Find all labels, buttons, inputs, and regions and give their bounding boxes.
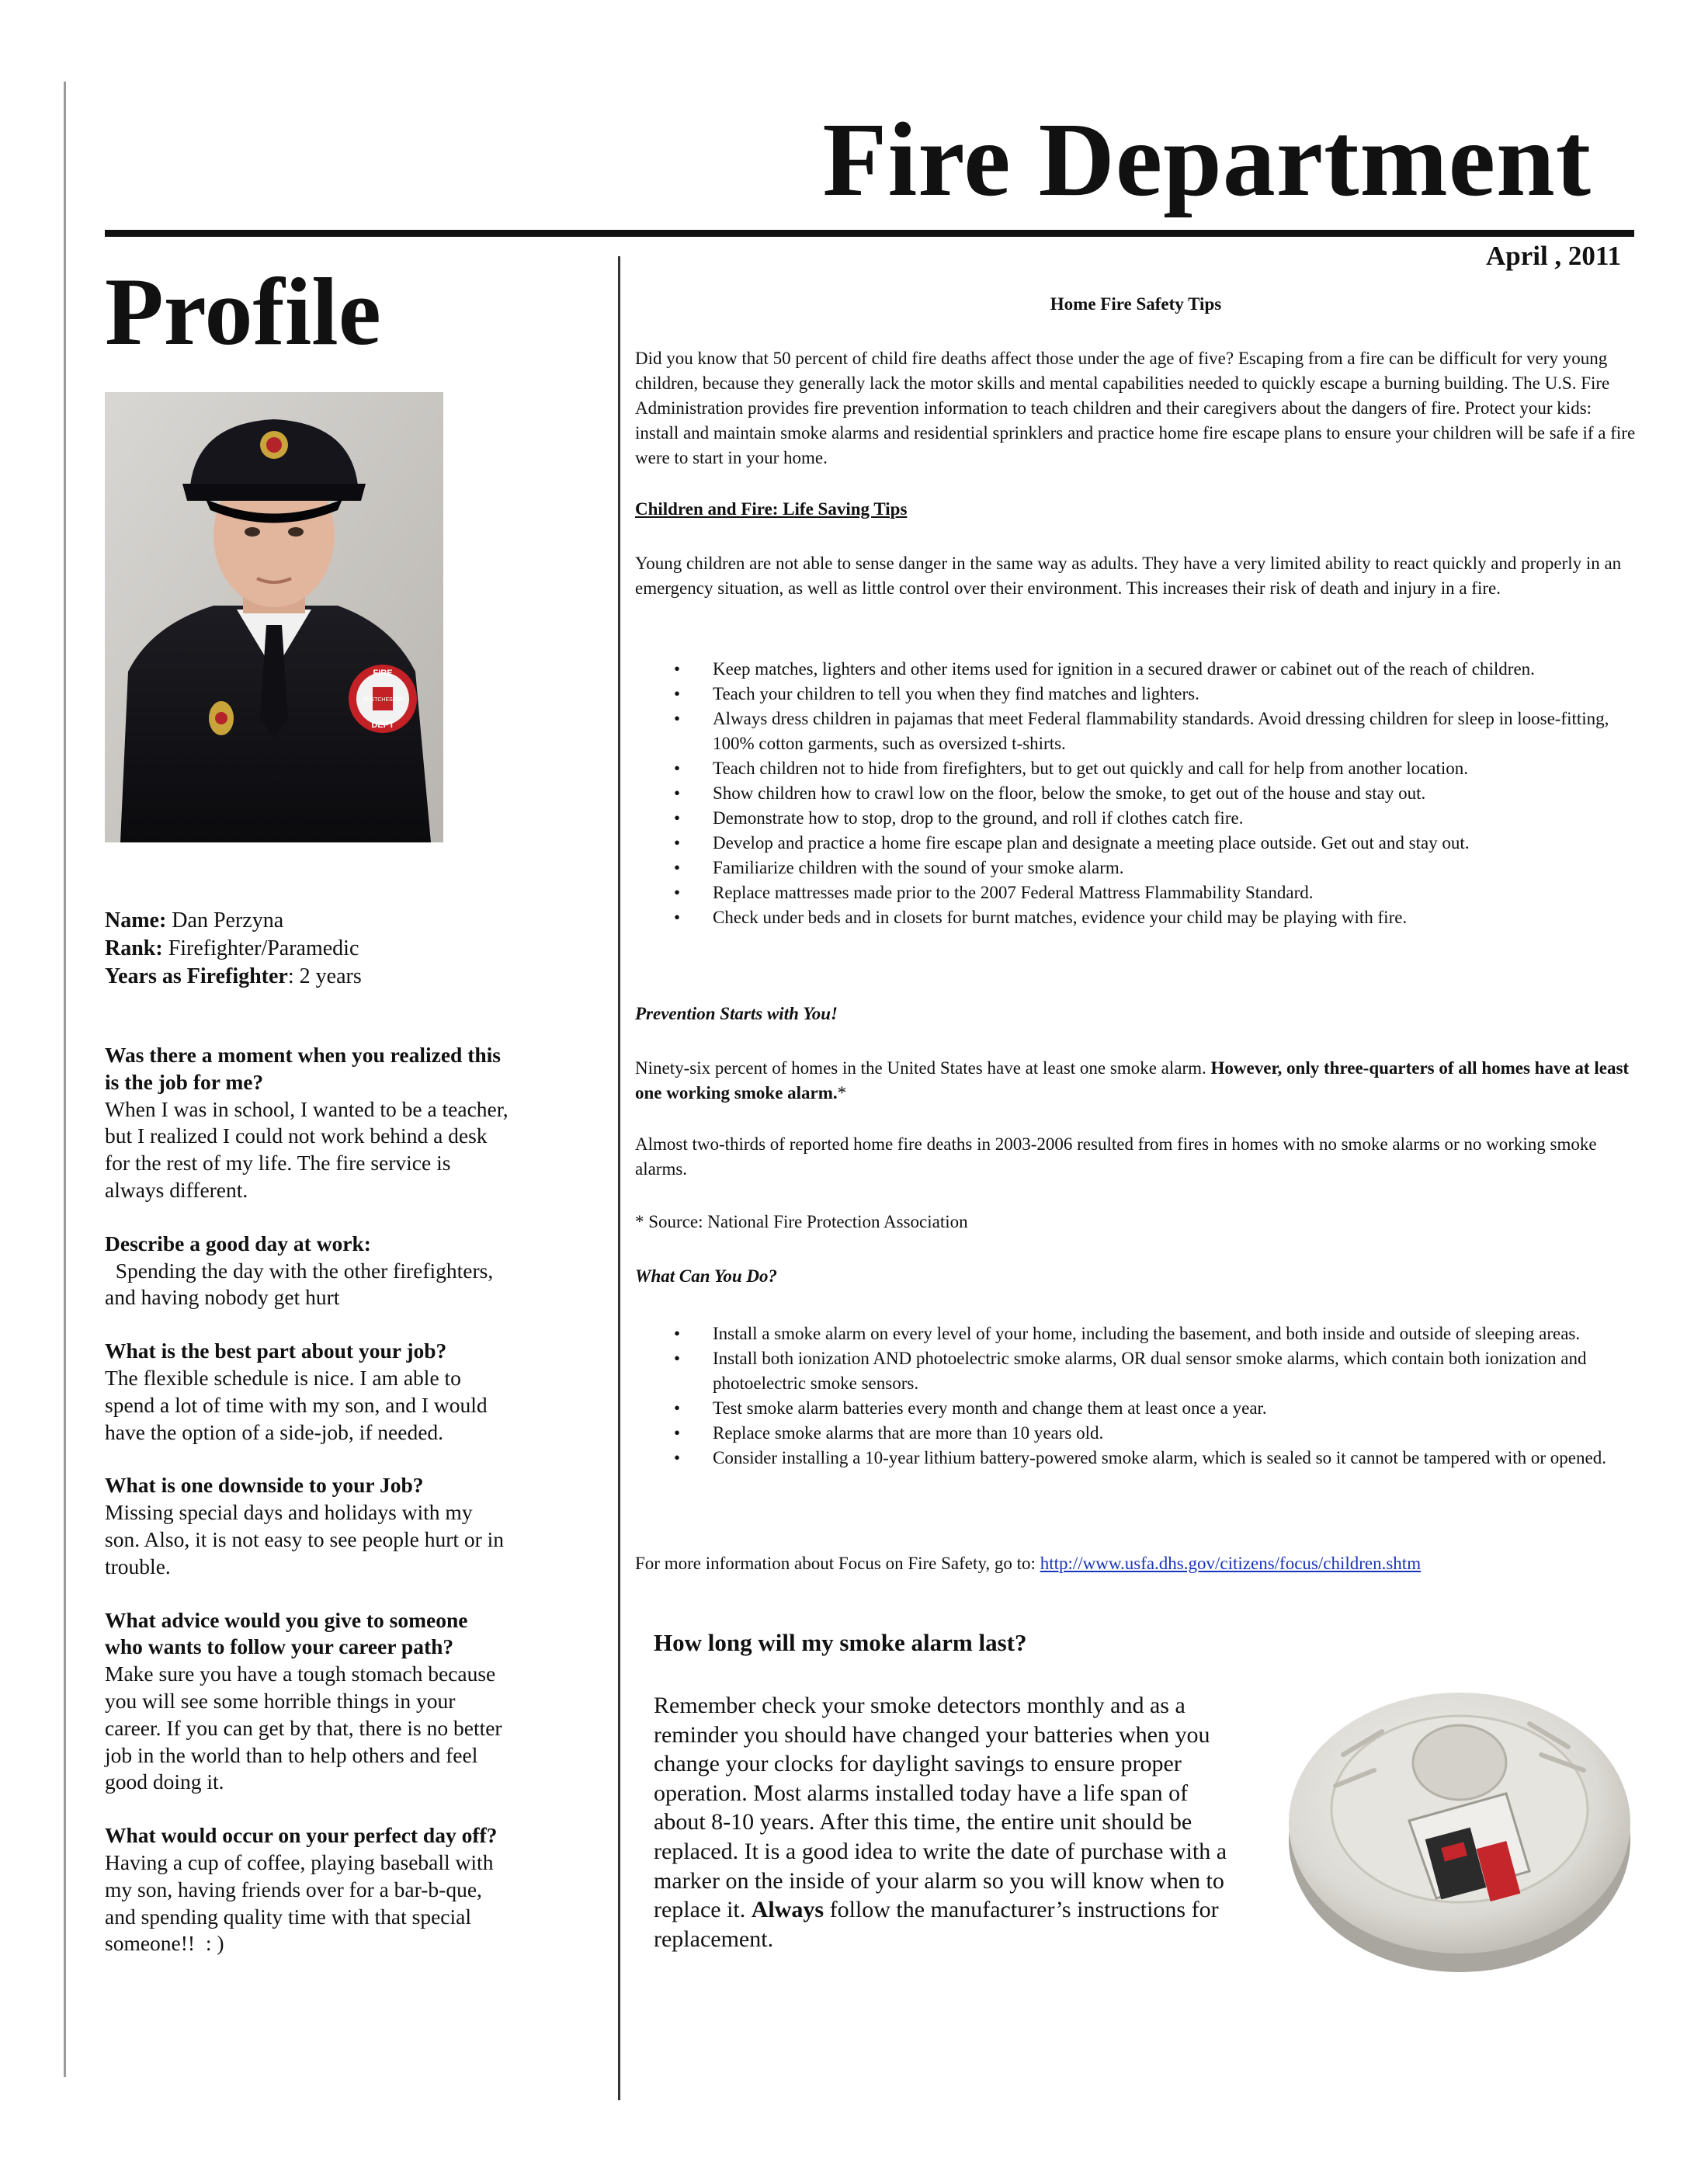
bullet-icon: • [674, 759, 681, 778]
qa-question: What advice would you give to someone who wants to follow your career path? [105, 1607, 468, 1659]
column-divider [618, 256, 620, 2100]
list-item: • Install both ionization AND photoelectric smoke alarms, OR dual sensor smoke alarms, which contain both ionization and photoelectric smoke sensors. [635, 1346, 1609, 1396]
what-heading-text: What Can You Do? [635, 1266, 778, 1286]
prevention-heading-text: Prevention Starts with You! [635, 1004, 838, 1023]
prevention-heading [635, 1002, 1637, 1026]
qa-answer: When I was in school, I wanted to be a teacher, but I realized I could not work behind a desk for the rest of my life. The fire service is always different. [105, 1096, 509, 1202]
qa-item [105, 1042, 509, 1204]
bullet-icon: • [674, 1398, 681, 1418]
firefighter-photo [105, 392, 443, 842]
qa-question: What is one downside to your Job? [105, 1473, 424, 1498]
qa-question: What would occur on your perfect day off? [105, 1823, 498, 1848]
children-heading [635, 497, 1637, 522]
children-tips-list [635, 657, 1609, 930]
bullet-icon: • [674, 659, 681, 679]
patch-text-middle: WESTCHESTER [362, 697, 404, 703]
list-item: • Always dress children in pajamas that meet Federal flammability standards. Avoid dressing children for sleep in loose-fitting, 100% cotton garments, such as oversized t-shirts. [635, 707, 1609, 756]
tips-intro: Did you know that 50 percent of child fire deaths affect those under the age of five? Escaping from a fire can be difficult for very young children, because they generally lack the motor skills and mental capabilities needed to quickly escape a burning building. The U.S. Fire Administration provides fire prevention information to teach children and their caregivers about the dangers of fire. Protect your kids: install and maintain smoke alarms and residential sprinklers and practice home fire escape plans to ensure your children will be safe if a fire were to start in your home. [635, 349, 1636, 467]
what-heading [635, 1264, 1637, 1289]
list-item: • Develop and practice a home fire escape plan and designate a meeting place outside. Get out and stay out. [635, 831, 1609, 856]
qa-answer: Make sure you have a tough stomach because you will see some horrible things in your career. If you can get by that, there is no better job in the world than to help others and feel good doing it. [105, 1662, 502, 1794]
bullet-icon: • [674, 858, 681, 877]
bullet-icon: • [674, 833, 681, 853]
qa-answer: Having a cup of coffee, playing baseball with my son, having friends over for a bar-b-que, and spending quality time with that special someone!! : ) [105, 1849, 499, 1956]
qa-item [105, 1338, 509, 1446]
bio-name: Name: Dan Perzyna [105, 908, 284, 932]
page-margin-line [64, 82, 66, 2077]
list-item: • Test smoke alarm batteries every month and change them at least once a year. [635, 1396, 1609, 1421]
bullet-icon: • [674, 1349, 681, 1368]
list-item: • Install a smoke alarm on every level of your home, including the basement, and both inside and outside of sleeping areas. [635, 1321, 1609, 1346]
qa-answer: Missing special days and holidays with my son. Also, it is not easy to see people hurt or in trouble. [105, 1500, 505, 1578]
qa-item [105, 1822, 509, 1957]
qa-question: Was there a moment when you realized this is the job for me? [105, 1043, 501, 1094]
smoke-alarm-body: Remember check your smoke detectors monthly and as a reminder you should have changed your batteries when you change your clocks for daylight savings to ensure proper operation. Most alarms installed today have a life span of about 8-10 years. After this time, the entire unit should be replaced. It is a good idea to write the date of purchase with a marker on the inside of your alarm so you will know when to replace it. Always follow the manufacturer’s instructions for replacement. [654, 1693, 1227, 1952]
list-item: • Replace smoke alarms that are more than 10 years old. [635, 1421, 1609, 1446]
patch-text-bottom: DEPT [371, 721, 394, 730]
source-note: * Source: National Fire Protection Association [635, 1212, 968, 1231]
qa-answer: Spending the day with the other firefighters, and having nobody get hurt [105, 1258, 499, 1310]
list-item: • Familiarize children with the sound of your smoke alarm. [635, 856, 1609, 880]
list-item: • Replace mattresses made prior to the 2007 Federal Mattress Flammability Standard. [635, 880, 1609, 905]
children-heading-text: Children and Fire: Life Saving Tips [635, 499, 908, 519]
bullet-icon: • [674, 1448, 681, 1467]
bullet-icon: • [674, 783, 681, 803]
bio-years: Years as Firefighter: 2 years [105, 964, 362, 988]
bullet-icon: • [674, 684, 681, 703]
bullet-icon: • [674, 1324, 681, 1343]
issue-date: April , 2011 [1485, 241, 1621, 271]
newsletter-title: Fire Department [822, 102, 1592, 218]
qa-item [105, 1607, 509, 1797]
smoke-alarm-heading: How long will my smoke alarm last? [654, 1629, 1027, 1656]
qa-question: What is the best part about your job? [105, 1339, 447, 1363]
qa-question: Describe a good day at work: [105, 1231, 371, 1255]
qa-item [105, 1472, 509, 1580]
bullet-icon: • [674, 1423, 681, 1443]
prevention-paragraph-2: Almost two-thirds of reported home fire deaths in 2003-2006 resulted from fires in homes with no smoke alarms or no working smoke alarms. [635, 1134, 1597, 1179]
more-info-link[interactable]: http://www.usfa.dhs.gov/citizens/focus/children.shtm [1040, 1554, 1422, 1573]
what-can-you-do-list [635, 1321, 1609, 1471]
list-item: • Keep matches, lighters and other items used for ignition in a secured drawer or cabinet out of the reach of children. [635, 657, 1609, 682]
list-item: • Demonstrate how to stop, drop to the ground, and roll if clothes catch fire. [635, 806, 1609, 831]
list-item: • Check under beds and in closets for burnt matches, evidence your child may be playing with fire. [635, 905, 1609, 930]
prevention-paragraph-1: Ninety-six percent of homes in the United States have at least one smoke alarm. However, only three-quarters of all homes have at least one working smoke alarm.* [635, 1058, 1630, 1103]
bio-rank: Rank: Firefighter/Paramedic [105, 936, 359, 960]
tips-title: Home Fire Safety Tips [1050, 294, 1222, 314]
bullet-icon: • [674, 709, 681, 728]
tips-section [635, 292, 1637, 317]
profile-title: Profile [105, 259, 381, 365]
children-intro: Young children are not able to sense danger in the same way as adults. They have a very limited ability to react quickly and properly in an emergency situation, as well as little control over their environment. This increases their risk of death and injury in a fire. [635, 554, 1622, 598]
patch-text-top: FIRE [373, 669, 393, 678]
list-item: • Teach your children to tell you when they find matches and lighters. [635, 682, 1609, 707]
qa-item [105, 1231, 509, 1311]
smoke-alarm-photo [1273, 1646, 1638, 1988]
bullet-icon: • [674, 908, 681, 927]
list-item: • Show children how to crawl low on the floor, below the smoke, to get out of the house and stay out. [635, 781, 1609, 806]
list-item: • Consider installing a 10-year lithium battery-powered smoke alarm, which is sealed so it cannot be tampered with or opened. [635, 1446, 1609, 1471]
bio-block [105, 907, 493, 991]
bullet-icon: • [674, 808, 681, 828]
qa-answer: The flexible schedule is nice. I am able to spend a lot of time with my son, and I would have the option of a side-job, if needed. [105, 1365, 488, 1444]
more-info: For more information about Focus on Fire Safety, go to: http://www.usfa.dhs.gov/citizens/focus/children.shtm [635, 1554, 1422, 1573]
interview-qa [105, 1042, 509, 1984]
bullet-icon: • [674, 883, 681, 902]
masthead-rule [105, 230, 1634, 237]
list-item: • Teach children not to hide from firefighters, but to get out quickly and call for help from another location. [635, 756, 1609, 781]
